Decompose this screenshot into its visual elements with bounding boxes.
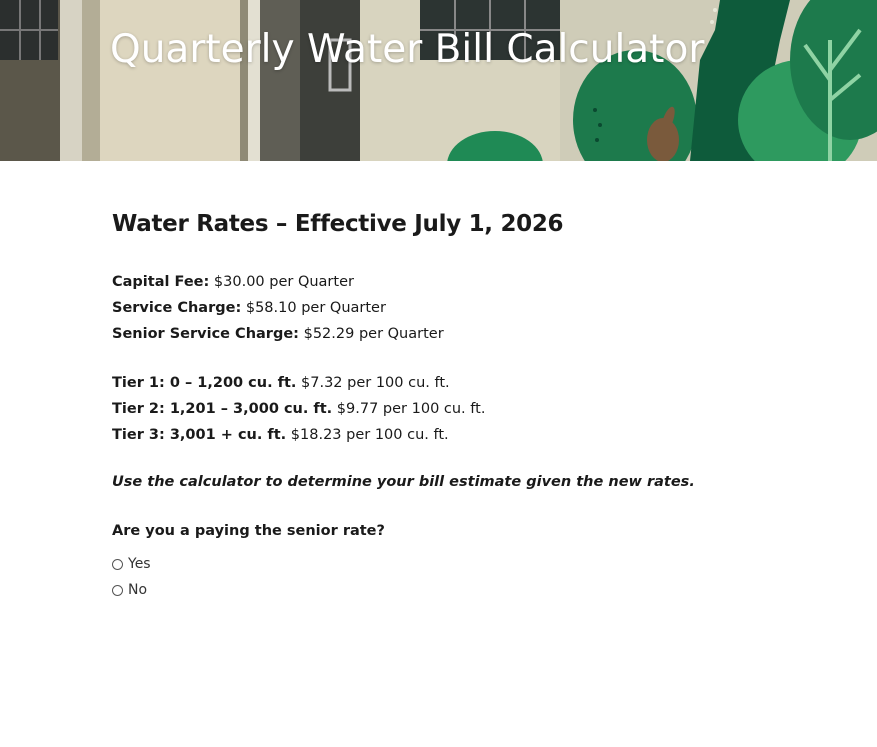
fee-value: $52.29 per Quarter	[303, 326, 444, 342]
radio-button-no[interactable]	[112, 585, 123, 596]
fee-label: Capital Fee:	[112, 274, 210, 290]
radio-label-yes: Yes	[128, 556, 151, 572]
radio-label-no: No	[128, 582, 148, 598]
rates-heading: Water Rates – Effective July 1, 2026	[112, 211, 564, 237]
fee-label: Service Charge:	[112, 300, 242, 316]
fee-service	[112, 295, 832, 321]
tier-value: $18.23 per 100 cu. ft.	[290, 427, 449, 443]
tier-label: Tier 2: 1,201 – 3,000 cu. ft.	[112, 401, 333, 417]
fee-label: Senior Service Charge:	[112, 326, 299, 342]
fee-value: $30.00 per Quarter	[213, 274, 354, 290]
tier-2	[112, 396, 832, 422]
tier-label: Tier 3: 3,001 + cu. ft.	[112, 427, 287, 443]
senior-rate-radio-group	[112, 551, 832, 603]
fee-senior-service	[112, 321, 832, 347]
radio-option-yes[interactable]	[112, 551, 832, 577]
tier-3	[112, 422, 832, 448]
tier-value: $9.77 per 100 cu. ft.	[336, 401, 486, 417]
tier-value: $7.32 per 100 cu. ft.	[301, 375, 450, 391]
page-title: Quarterly Water Bill Calculator	[110, 27, 705, 72]
fee-value: $58.10 per Quarter	[245, 300, 386, 316]
tiers-list	[112, 370, 832, 448]
hero-banner	[0, 0, 877, 161]
tier-1	[112, 370, 832, 396]
radio-button-yes[interactable]	[112, 559, 123, 570]
calculator-note: Use the calculator to determine your bill estimate given the new rates.	[112, 474, 695, 490]
tier-label: Tier 1: 0 – 1,200 cu. ft.	[112, 375, 297, 391]
senior-rate-question: Are you a paying the senior rate?	[112, 523, 385, 539]
radio-option-no[interactable]	[112, 577, 832, 603]
fee-capital	[112, 269, 832, 295]
main-content	[112, 200, 832, 603]
fees-list	[112, 269, 832, 347]
